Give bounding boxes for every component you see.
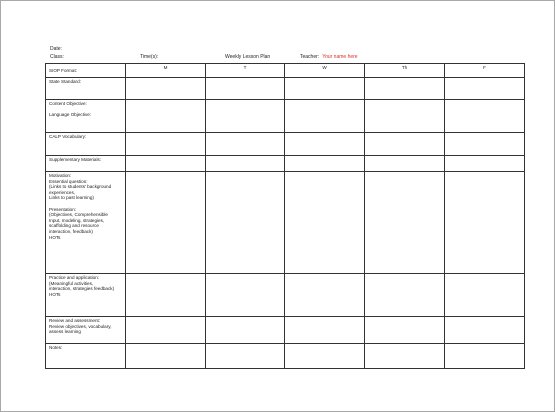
cell[interactable]	[285, 133, 365, 156]
lesson-plan-table	[45, 63, 525, 369]
day-header-thursday: Th	[365, 64, 445, 78]
cell[interactable]	[126, 172, 206, 274]
cell[interactable]	[126, 344, 206, 369]
cell[interactable]	[365, 274, 445, 317]
cell[interactable]	[445, 100, 525, 133]
cell[interactable]	[206, 344, 285, 369]
teacher-name[interactable]: Your name here	[322, 54, 358, 60]
cell[interactable]	[365, 78, 445, 100]
table-row	[46, 133, 525, 156]
cell[interactable]	[285, 344, 365, 369]
date-label: Date:	[50, 46, 62, 52]
cell[interactable]	[365, 172, 445, 274]
cell[interactable]	[206, 317, 285, 344]
cell[interactable]	[126, 317, 206, 344]
page-title: Weekly Lesson Plan	[225, 54, 271, 60]
cell[interactable]	[365, 317, 445, 344]
cell[interactable]	[285, 156, 365, 172]
row-label-motivation-presentation: Motivation: Essential question: (Links to students' background experiences, Links to past learning) Presentation: (Objectives, Comprehensible Input, modeling, strategies, scaffolding and resource interaction, feedback) HOTs	[46, 172, 126, 274]
table-row	[46, 274, 525, 317]
cell[interactable]	[206, 156, 285, 172]
cell[interactable]	[365, 344, 445, 369]
row-label-review-assessment: Review and assessment: Review objectives, vocabulary, assess learning	[46, 317, 126, 344]
cell[interactable]	[285, 78, 365, 100]
row-label-notes: Notes:	[46, 344, 126, 369]
cell[interactable]	[206, 172, 285, 274]
cell[interactable]	[445, 172, 525, 274]
table-header-row	[46, 64, 525, 78]
row-label-state-standard: State Standard:	[46, 78, 126, 100]
row-label-practice-application: Practice and application: (Meaningful activities, interaction, strategies feedback) HOTs	[46, 274, 126, 317]
day-header-wednesday: W	[285, 64, 365, 78]
table-row	[46, 344, 525, 369]
cell[interactable]	[126, 156, 206, 172]
time-label: Time(s):	[140, 54, 159, 60]
cell[interactable]	[365, 100, 445, 133]
cell[interactable]	[126, 274, 206, 317]
cell[interactable]	[445, 317, 525, 344]
cell[interactable]	[445, 78, 525, 100]
day-header-tuesday: T	[206, 64, 285, 78]
cell[interactable]	[126, 100, 206, 133]
cell[interactable]	[365, 133, 445, 156]
cell[interactable]	[285, 274, 365, 317]
table-row	[46, 100, 525, 133]
siop-format-label: SIOP Format:	[46, 64, 126, 78]
day-header-friday: F	[445, 64, 525, 78]
day-header-monday: M	[126, 64, 206, 78]
table-row	[46, 317, 525, 344]
row-label-supplementary-materials: Supplementary Materials:	[46, 156, 126, 172]
teacher-label: Teacher:	[300, 54, 320, 60]
cell[interactable]	[126, 78, 206, 100]
row-label-calp-vocabulary: CALP Vocabulary:	[46, 133, 126, 156]
teacher-field	[300, 54, 358, 60]
cell[interactable]	[206, 100, 285, 133]
cell[interactable]	[285, 317, 365, 344]
table-row	[46, 78, 525, 100]
table-row	[46, 172, 525, 274]
cell[interactable]	[285, 172, 365, 274]
cell[interactable]	[206, 78, 285, 100]
cell[interactable]	[206, 274, 285, 317]
row-label-objectives: Content Objective: Language Objective:	[46, 100, 126, 133]
cell[interactable]	[285, 100, 365, 133]
cell[interactable]	[445, 344, 525, 369]
class-label: Class:	[50, 54, 64, 60]
cell[interactable]	[445, 133, 525, 156]
cell[interactable]	[445, 156, 525, 172]
cell[interactable]	[365, 156, 445, 172]
table-row	[46, 156, 525, 172]
cell[interactable]	[206, 133, 285, 156]
cell[interactable]	[445, 274, 525, 317]
cell[interactable]	[126, 133, 206, 156]
